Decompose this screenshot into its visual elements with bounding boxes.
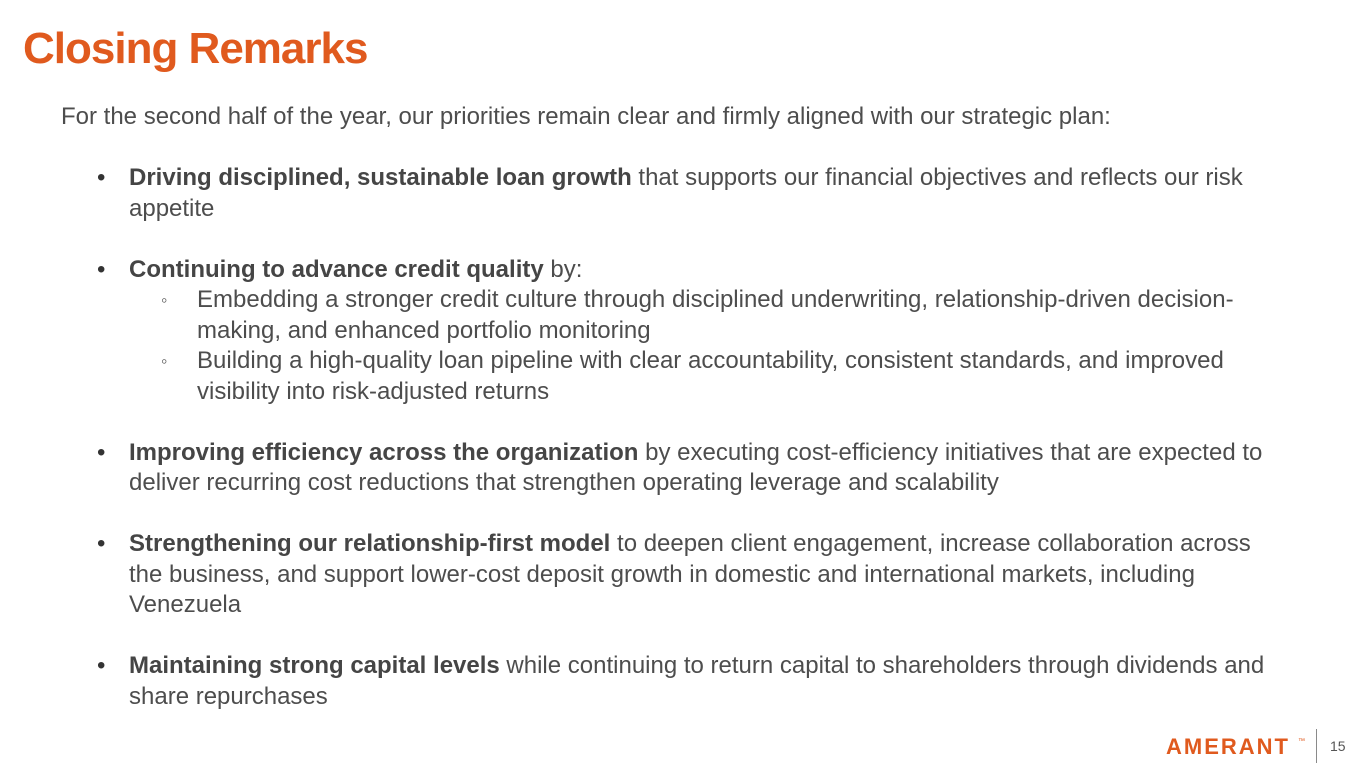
- bullet-text: that supports our financial objectives and reflects our risk appetite: [129, 164, 1243, 222]
- sub-bullet-text: Building a high-quality loan pipeline with clear accountability, consistent standards, and improved visibility into risk-adjusted returns: [197, 347, 1224, 405]
- bullet-efficiency: [97, 438, 1279, 499]
- footer-divider: [1316, 729, 1317, 763]
- bullet-text: by:: [543, 255, 583, 283]
- bullet-dot-icon: •: [97, 438, 106, 466]
- bullet-dot-icon: •: [97, 164, 106, 191]
- logo-wordmark: AMERANT: [1166, 734, 1290, 759]
- bullet-text: to deepen client engagement, increase collaboration across the business, and support lower-cost deposit growth in domestic and international markets, including Venezuela: [129, 530, 1251, 618]
- priority-list: [97, 163, 1279, 743]
- amerant-logo: [1166, 733, 1306, 759]
- bullet-credit-quality: [97, 255, 1279, 408]
- bullet-heading: Continuing to advance credit quality: [129, 255, 544, 283]
- sub-bullet-circle-icon: ◦: [161, 290, 168, 310]
- bullet-dot-icon: •: [97, 255, 106, 283]
- sub-bullet-circle-icon: ◦: [161, 351, 168, 371]
- bullet-heading: Strengthening our relationship-first model: [129, 530, 611, 557]
- credit-quality-sublist: [129, 285, 1279, 407]
- slide-title: Closing Remarks: [23, 24, 368, 73]
- bullet-dot-icon: •: [97, 652, 106, 679]
- sub-bullet-loan-pipeline: [161, 346, 1279, 407]
- sub-bullet-text: Embedding a stronger credit culture through disciplined underwriting, relationship-driven decision-making, and enhanced portfolio monitoring: [197, 286, 1234, 344]
- bullet-dot-icon: •: [97, 530, 106, 557]
- intro-paragraph: For the second half of the year, our priorities remain clear and firmly aligned with our strategic plan:: [61, 103, 1111, 130]
- bullet-loan-growth: [97, 163, 1279, 224]
- page-number: 15: [1330, 738, 1346, 754]
- bullet-heading: Improving efficiency across the organization: [129, 438, 639, 466]
- bullet-heading: Driving disciplined, sustainable loan growth: [129, 164, 632, 191]
- sub-bullet-credit-culture: [161, 285, 1279, 346]
- logo-trademark: ™: [1298, 738, 1305, 745]
- bullet-heading: Maintaining strong capital levels: [129, 652, 500, 679]
- bullet-text: by executing cost-efficiency initiatives that are expected to deliver recurring cost reductions that strengthen operating leverage and scalability: [129, 438, 1263, 496]
- bullet-text: while continuing to return capital to shareholders through dividends and share repurchases: [129, 652, 1265, 710]
- bullet-relationship-model: [97, 529, 1279, 621]
- bullet-capital-levels: [97, 651, 1279, 712]
